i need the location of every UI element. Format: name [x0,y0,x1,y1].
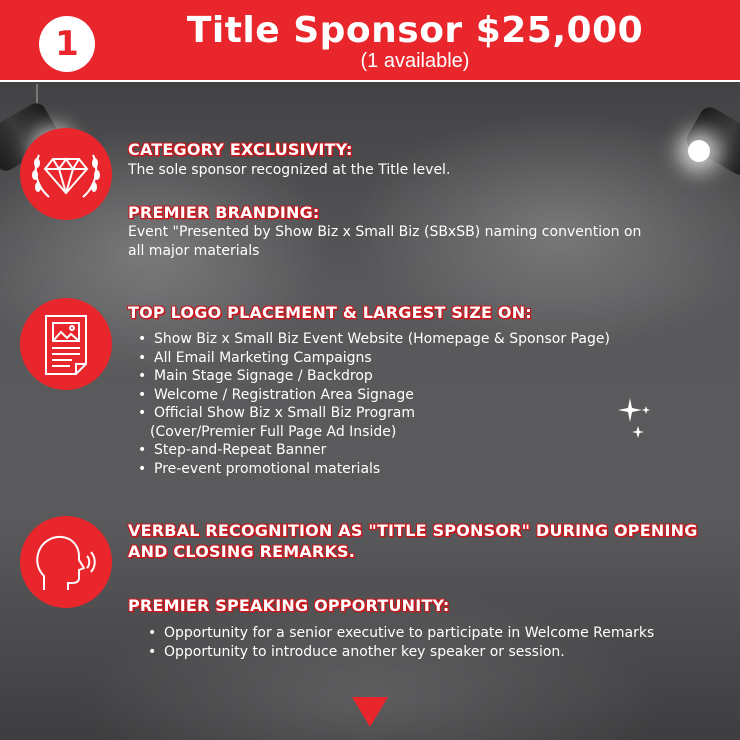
speaking-head-icon [20,516,112,608]
down-arrow-icon [352,697,388,727]
speaking-opportunity-list [146,624,716,661]
exclusivity-text: The sole sponsor recognized at the Title level. [128,162,451,178]
speaking-heading: PREMIER SPEAKING OPPORTUNITY: [128,596,450,615]
list-item: • Pre-event promotional materials [136,460,696,479]
page-title: Title Sponsor $25,000 [186,10,644,51]
list-item-continuation-text: (Cover/Premier Full Page Ad Inside) [150,423,397,440]
list-item: • Opportunity to introduce another key speaker or session. [146,643,716,662]
list-item: • Show Biz x Small Biz Event Website (Homepage & Sponsor Page) [136,330,696,349]
diamond-laurel-icon [20,128,112,220]
verbal-heading-line2: AND CLOSING REMARKS. [128,542,356,561]
branding-heading: PREMIER BRANDING: [128,203,320,222]
logo-placement-list [136,330,696,478]
sparkle-icon [616,398,656,442]
verbal-heading-line1: VERBAL RECOGNITION AS "TITLE SPONSOR" DURING OPENING [128,521,698,540]
list-item: • Official Show Biz x Small Biz Program [136,404,696,423]
list-item: • Main Stage Signage / Backdrop [136,367,696,386]
list-item-continuation [136,423,696,442]
list-item: • All Email Marketing Campaigns [136,349,696,368]
right-spotlight-glow [688,140,710,162]
list-item: • Opportunity for a senior executive to participate in Welcome Remarks [146,624,716,643]
list-item: • Welcome / Registration Area Signage [136,386,696,405]
exclusivity-heading: CATEGORY EXCLUSIVITY: [128,140,353,159]
title-banner [0,0,740,82]
document-image-icon [20,298,112,390]
page-subtitle: (1 available) [360,50,470,72]
tier-number-badge: 1 [39,16,95,72]
branding-text-line2: all major materials [128,243,260,259]
branding-text-line1: Event "Presented by Show Biz x Small Biz (SBxSB) naming convention on [128,224,642,240]
logo-heading: TOP LOGO PLACEMENT & LARGEST SIZE ON: [128,303,532,322]
list-item: • Step-and-Repeat Banner [136,441,696,460]
